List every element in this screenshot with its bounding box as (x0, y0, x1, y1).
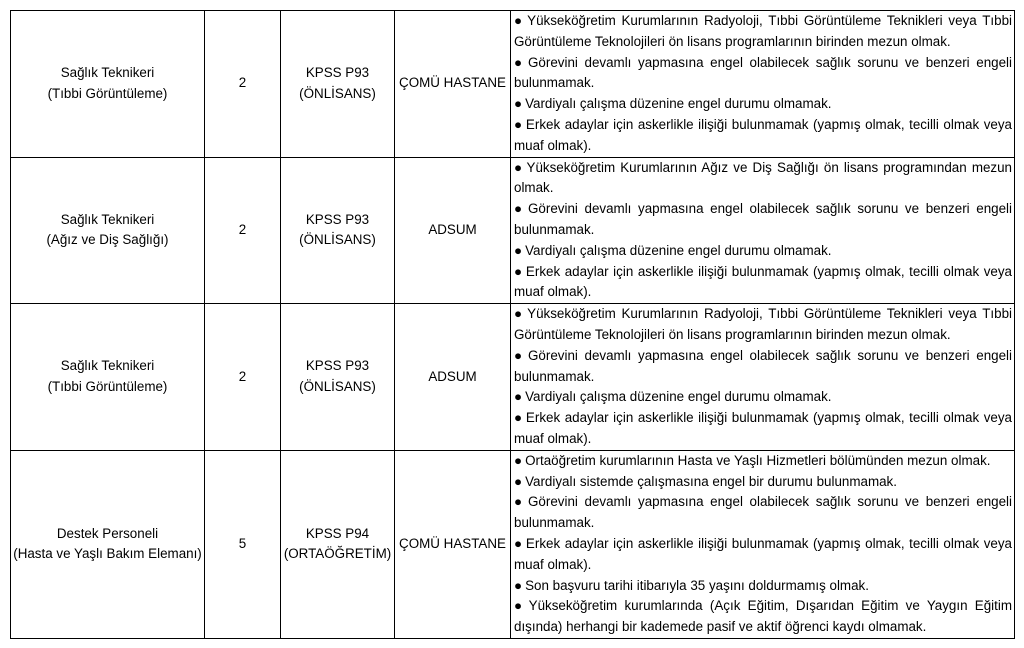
position-title: Destek Personeli (56, 525, 159, 541)
requirements-cell (511, 304, 1015, 451)
unit-cell: ÇOMÜ HASTANE (395, 450, 511, 638)
position-count: 2 (205, 11, 281, 158)
table-row (11, 11, 1015, 158)
education-level: (ÖNLİSANS) (299, 378, 376, 394)
exam-score-type: KPSS P93 (305, 358, 370, 374)
requirement-item: ● Görevini devamlı yapmasına engel olabilecek sağlık sorunu ve benzeri engeli bulunmamak. (514, 201, 1013, 237)
requirement-item: ● Görevini devamlı yapmasına engel olabilecek sağlık sorunu ve benzeri engeli bulunmamak. (514, 347, 1013, 384)
bullet-icon: ● (514, 389, 523, 405)
requirements-cell (511, 157, 1015, 304)
position-specialty: (Hasta ve Yaşlı Bakım Elemanı) (13, 546, 202, 562)
requirement-item: ● Görevini devamlı yapmasına engel olabilecek sağlık sorunu ve benzeri engeli bulunmamak. (514, 494, 1013, 531)
requirement-item: ● Erkek adaylar için askerlikle ilişiği bulunmamak (yapmış olmak, tecilli olmak veya muaf olmak). (514, 263, 1012, 300)
requirement-item: ● Ortaöğretim kurumlarının Hasta ve Yaşlı Hizmetleri bölümünden mezun olmak. (514, 452, 991, 468)
education-level: (ÖNLİSANS) (299, 232, 376, 248)
requirement-item: ● Yükseköğretim Kurumlarının Ağız ve Diş Sağlığı ön lisans programından mezun olmak. (514, 159, 1013, 196)
requirement-item: ● Yükseköğretim Kurumlarının Radyoloji, Tıbbi Görüntüleme Teknikleri veya Tıbbi Görüntüleme Teknolojileri ön lisans programlarının birinden mezun olmak. (514, 13, 1012, 49)
position-specialty: (Tıbbi Görüntüleme) (47, 85, 168, 101)
exam-cell (281, 11, 395, 158)
education-level: (ÖNLİSANS) (299, 85, 376, 101)
unit-cell: ADSUM (395, 304, 511, 451)
positions-table (10, 10, 1015, 639)
requirement-item: ● Görevini devamlı yapmasına engel olabilecek sağlık sorunu ve benzeri engeli bulunmamak. (514, 54, 1013, 91)
requirements-list (514, 304, 1012, 450)
requirement-item: ● Erkek adaylar için askerlikle ilişiği bulunmamak (yapmış olmak, tecilli olmak veya muaf olmak). (514, 116, 1012, 153)
unit-cell: ADSUM (395, 157, 511, 304)
bullet-icon: ● (514, 13, 525, 28)
requirements-cell (511, 11, 1015, 158)
requirement-item: ● Son başvuru tarihi itibarıyla 35 yaşını doldurmamış olmak. (514, 577, 869, 593)
exam-score-type: KPSS P93 (305, 64, 370, 80)
education-level: (ORTAÖĞRETİM) (283, 546, 392, 562)
requirement-item: ● Vardiyalı çalışma düzenine engel durumu olmamak. (514, 389, 832, 405)
position-title-cell (11, 450, 205, 638)
position-title: Sağlık Teknikeri (60, 358, 155, 374)
unit-cell: ÇOMÜ HASTANE (395, 11, 511, 158)
bullet-icon: ● (514, 473, 523, 489)
requirement-item: ● Erkek adaylar için askerlikle ilişiği bulunmamak (yapmış olmak, tecilli olmak veya muaf olmak). (514, 410, 1012, 446)
bullet-icon: ● (514, 410, 523, 426)
requirements-list (514, 158, 1012, 304)
bullet-icon: ● (514, 535, 523, 551)
exam-score-type: KPSS P94 (305, 525, 370, 541)
requirement-item: ● Vardiyalı sistemde çalışmasına engel bir durumu bulunmamak. (514, 473, 897, 489)
bullet-icon: ● (514, 347, 526, 363)
position-count: 2 (205, 157, 281, 304)
position-specialty: (Ağız ve Diş Sağlığı) (46, 232, 169, 248)
bullet-icon: ● (514, 577, 523, 593)
bullet-icon: ● (514, 96, 523, 112)
position-count: 5 (205, 450, 281, 638)
exam-cell (281, 450, 395, 638)
requirement-item: ● Vardiyalı çalışma düzenine engel durumu olmamak. (514, 96, 832, 112)
bullet-icon: ● (514, 201, 526, 217)
bullet-icon: ● (514, 306, 525, 322)
requirements-list (514, 451, 1012, 638)
bullet-icon: ● (514, 242, 523, 258)
requirement-item: ● Yükseköğretim Kurumlarının Radyoloji, Tıbbi Görüntüleme Teknikleri veya Tıbbi Görüntüleme Teknolojileri ön lisans programlarının birinden mezun olmak. (514, 306, 1012, 342)
position-title-cell (11, 11, 205, 158)
requirements-list (514, 11, 1012, 157)
position-title: Sağlık Teknikeri (60, 64, 155, 80)
position-title-cell (11, 304, 205, 451)
position-title: Sağlık Teknikeri (60, 211, 155, 227)
requirement-item: ● Vardiyalı çalışma düzenine engel durumu olmamak. (514, 242, 832, 258)
table-row (11, 157, 1015, 304)
position-title-cell (11, 157, 205, 304)
bullet-icon: ● (514, 116, 523, 132)
exam-score-type: KPSS P93 (305, 211, 370, 227)
exam-cell (281, 304, 395, 451)
requirements-cell (511, 450, 1015, 638)
requirement-item: ● Erkek adaylar için askerlikle ilişiği bulunmamak (yapmış olmak, tecilli olmak veya muaf olmak). (514, 535, 1012, 572)
bullet-icon: ● (514, 263, 523, 279)
table-row (11, 450, 1015, 638)
table-row (11, 304, 1015, 451)
bullet-icon: ● (514, 54, 526, 70)
bullet-icon: ● (514, 159, 524, 175)
bullet-icon: ● (514, 494, 526, 510)
bullet-icon: ● (514, 452, 523, 468)
position-count: 2 (205, 304, 281, 451)
bullet-icon: ● (514, 598, 526, 614)
requirement-item: ● Yükseköğretim kurumlarında (Açık Eğitim, Dışarıdan Eğitim ve Yaygın Eğitim dışında) herhangi bir kademede pasif ve aktif öğrenci kaydı olmamak. (514, 598, 1012, 635)
exam-cell (281, 157, 395, 304)
position-specialty: (Tıbbi Görüntüleme) (47, 378, 168, 394)
